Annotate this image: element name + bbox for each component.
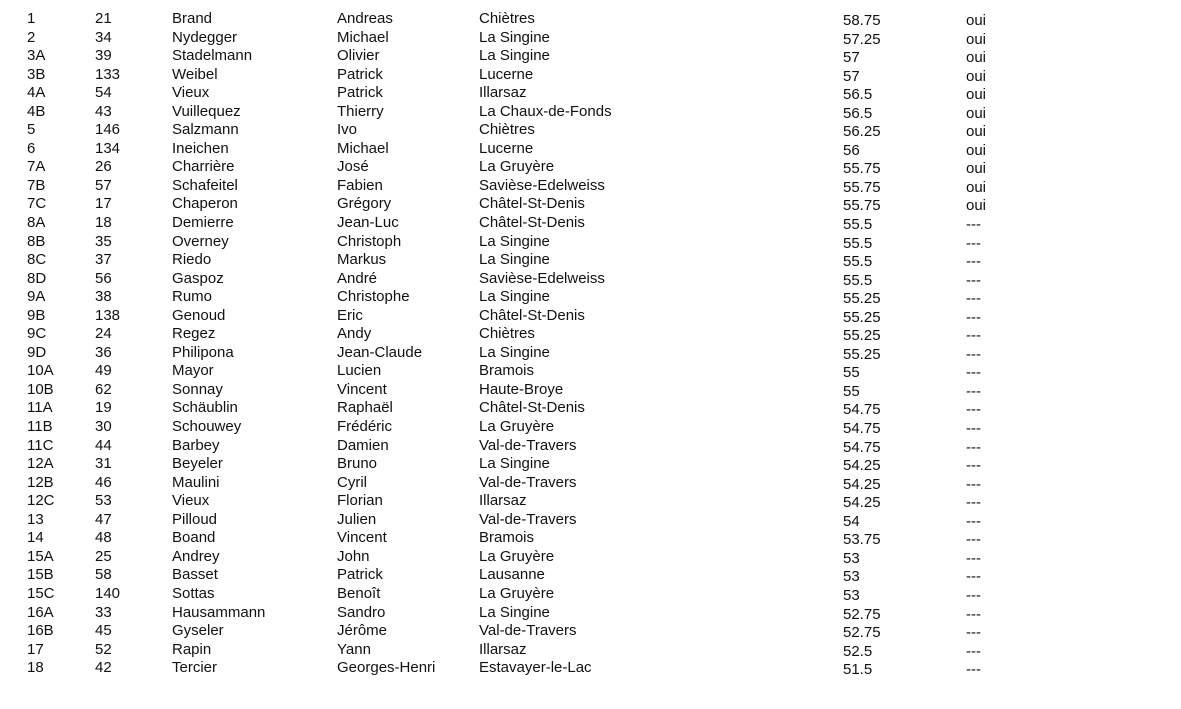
last-name-cell: Riedo [172,251,212,269]
first-name-cell: Damien [337,436,389,454]
points-cell: 55.75 [843,178,881,196]
ranking-row [0,47,1181,66]
club-cell: La Singine [479,28,550,46]
points-cell: 53 [843,549,860,567]
last-name-cell: Vieux [172,492,210,510]
first-name-cell: André [337,269,378,287]
points-cell: 52.5 [843,642,873,660]
qualified-cell: --- [966,290,981,308]
points-cell: 55.25 [843,327,881,345]
first-name-cell: Julien [337,510,377,528]
ranking-row [0,307,1181,326]
club-cell: Val-de-Travers [479,436,577,454]
last-name-cell: Rapin [172,640,212,658]
club-cell: Chiètres [479,325,535,343]
last-name-cell: Schafeitel [172,176,238,194]
points-cell: 55.5 [843,234,873,252]
club-cell: La Singine [479,251,550,269]
bib-number-cell: 133 [95,65,121,83]
first-name-cell: Benoît [337,584,381,602]
first-name-cell: Vincent [337,380,387,398]
last-name-cell: Brand [172,10,213,27]
last-name-cell: Demierre [172,214,234,232]
points-cell: 55.25 [843,290,881,308]
points-cell: 55.5 [843,271,873,289]
ranking-row [0,177,1181,196]
ranking-row [0,10,1181,29]
last-name-cell: Charrière [172,158,235,176]
club-cell: Châtel-St-Denis [479,195,585,213]
qualified-cell: --- [966,253,981,271]
first-name-cell: Andreas [337,10,393,27]
bib-number-cell: 26 [95,158,112,176]
first-name-cell: Jean-Luc [337,214,399,232]
qualified-cell: oui [966,104,987,122]
points-cell: 53.75 [843,531,881,549]
ranking-row [0,437,1181,456]
bib-number-cell: 46 [95,473,112,491]
qualified-cell: --- [966,271,981,289]
club-cell: La Gruyère [479,584,555,602]
bib-number-cell: 57 [95,176,112,194]
last-name-cell: Gaspoz [172,269,224,287]
points-cell: 54.75 [843,438,881,456]
rank-cell: 8C [27,251,47,269]
first-name-cell: Michael [337,28,389,46]
club-cell: Chiètres [479,121,535,139]
ranking-row [0,325,1181,344]
qualified-cell: oui [966,160,987,178]
rank-cell: 9A [27,288,46,306]
ranking-row [0,121,1181,140]
first-name-cell: Patrick [337,84,383,102]
rank-cell: 15A [27,547,54,565]
club-cell: La Gruyère [479,158,555,176]
ranking-row [0,251,1181,270]
first-name-cell: Florian [337,492,383,510]
points-cell: 52.75 [843,624,881,642]
club-cell: Illarsaz [479,84,527,102]
club-cell: La Chaux-de-Fonds [479,102,612,120]
qualified-cell: --- [966,531,981,549]
rank-cell: 15C [27,584,55,602]
first-name-cell: Christophe [337,288,410,306]
points-cell: 54 [843,512,860,530]
qualified-cell: oui [966,86,987,104]
bib-number-cell: 42 [95,659,112,677]
last-name-cell: Stadelmann [172,47,253,65]
rank-cell: 8D [27,269,47,287]
bib-number-cell: 37 [95,251,112,269]
last-name-cell: Overney [172,232,229,250]
bib-number-cell: 45 [95,622,112,640]
rank-cell: 16B [27,622,54,640]
qualified-cell: --- [966,661,981,679]
bib-number-cell: 24 [95,325,112,343]
bib-number-cell: 54 [95,84,112,102]
bib-number-cell: 18 [95,214,112,232]
bib-number-cell: 31 [95,455,112,473]
points-cell: 52.75 [843,605,881,623]
first-name-cell: Fabien [337,176,383,194]
points-cell: 55 [843,364,860,382]
rank-cell: 18 [27,659,44,677]
bib-number-cell: 140 [95,584,121,602]
bib-number-cell: 58 [95,566,112,584]
points-cell: 57 [843,67,860,85]
club-cell: Bramois [479,529,535,547]
last-name-cell: Sottas [172,584,215,602]
points-cell: 53 [843,568,860,586]
first-name-cell: Vincent [337,529,387,547]
club-cell: La Singine [479,455,550,473]
ranking-row [0,585,1181,604]
rank-cell: 13 [27,510,44,528]
points-cell: 54.25 [843,475,881,493]
first-name-cell: Olivier [337,47,380,65]
ranking-row [0,214,1181,233]
rank-cell: 7C [27,195,47,213]
bib-number-cell: 44 [95,436,112,454]
club-cell: Châtel-St-Denis [479,214,585,232]
bib-number-cell: 62 [95,380,112,398]
points-cell: 56.25 [843,123,881,141]
rank-cell: 12A [27,455,54,473]
ranking-row [0,103,1181,122]
club-cell: La Singine [479,47,550,65]
bib-number-cell: 48 [95,529,112,547]
last-name-cell: Vieux [172,84,210,102]
qualified-cell: oui [966,141,987,159]
ranking-row [0,195,1181,214]
rank-cell: 3B [27,65,46,83]
rank-cell: 11C [27,436,54,454]
last-name-cell: Schouwey [172,418,242,436]
ranking-row [0,29,1181,48]
first-name-cell: Jean-Claude [337,343,423,361]
first-name-cell: Bruno [337,455,378,473]
ranking-list [0,10,1181,678]
club-cell: Chiètres [479,10,535,27]
ranking-row [0,84,1181,103]
ranking-row [0,622,1181,641]
ranking-row [0,362,1181,381]
rank-cell: 16A [27,603,54,621]
rank-cell: 4A [27,84,46,102]
ranking-row [0,270,1181,289]
rank-cell: 3A [27,47,46,65]
first-name-cell: Ivo [337,121,358,139]
first-name-cell: Michael [337,139,389,157]
qualified-cell: --- [966,234,981,252]
points-cell: 54.75 [843,420,881,438]
first-name-cell: Patrick [337,65,383,83]
last-name-cell: Basset [172,566,218,584]
rank-cell: 7B [27,176,46,194]
points-cell: 54.25 [843,457,881,475]
last-name-cell: Sonnay [172,380,223,398]
ranking-row [0,604,1181,623]
bib-number-cell: 39 [95,47,112,65]
ranking-row [0,344,1181,363]
last-name-cell: Vuillequez [172,102,241,120]
ranking-row [0,492,1181,511]
rank-cell: 2 [27,28,36,46]
rank-cell: 9D [27,343,47,361]
qualified-cell: --- [966,624,981,642]
ranking-row [0,548,1181,567]
bib-number-cell: 35 [95,232,112,250]
qualified-cell: --- [966,512,981,530]
first-name-cell: Jérôme [337,622,388,640]
points-cell: 54.75 [843,401,881,419]
rank-cell: 9C [27,325,47,343]
rank-cell: 5 [27,121,36,139]
rank-cell: 11B [27,418,53,436]
qualified-cell: --- [966,216,981,234]
club-cell: Estavayer-le-Lac [479,659,592,677]
first-name-cell: Eric [337,306,363,324]
points-cell: 53 [843,586,860,604]
last-name-cell: Weibel [172,65,218,83]
bib-number-cell: 17 [95,195,112,213]
rank-cell: 11A [27,399,53,417]
ranking-row [0,233,1181,252]
bib-number-cell: 25 [95,547,112,565]
club-cell: La Singine [479,603,550,621]
bib-number-cell: 38 [95,288,112,306]
ranking-row [0,566,1181,585]
rank-cell: 4B [27,102,46,120]
points-cell: 56 [843,141,860,159]
rank-cell: 1 [27,10,36,27]
club-cell: Châtel-St-Denis [479,306,585,324]
last-name-cell: Gyseler [172,622,224,640]
first-name-cell: Thierry [337,102,384,120]
points-cell: 57 [843,49,860,67]
qualified-cell: --- [966,308,981,326]
first-name-cell: Patrick [337,566,383,584]
bib-number-cell: 43 [95,102,112,120]
first-name-cell: John [337,547,370,565]
last-name-cell: Regez [172,325,216,343]
qualified-cell: --- [966,494,981,512]
points-cell: 55 [843,382,860,400]
qualified-cell: --- [966,605,981,623]
club-cell: Haute-Broye [479,380,564,398]
club-cell: Savièse-Edelweiss [479,176,605,194]
qualified-cell: --- [966,420,981,438]
ranking-row [0,399,1181,418]
ranking-row [0,659,1181,678]
ranking-row [0,288,1181,307]
bib-number-cell: 33 [95,603,112,621]
qualified-cell: --- [966,364,981,382]
first-name-cell: José [337,158,369,176]
points-cell: 56.5 [843,104,873,122]
club-cell: La Gruyère [479,418,555,436]
ranking-row [0,66,1181,85]
bib-number-cell: 52 [95,640,112,658]
last-name-cell: Nydegger [172,28,238,46]
rank-cell: 12B [27,473,54,491]
first-name-cell: Yann [337,640,371,658]
rank-cell: 9B [27,306,46,324]
bib-number-cell: 53 [95,492,112,510]
club-cell: Bramois [479,362,535,380]
last-name-cell: Tercier [172,659,218,677]
bib-number-cell: 34 [95,28,112,46]
rank-cell: 15B [27,566,54,584]
ranking-row [0,511,1181,530]
club-cell: La Singine [479,232,550,250]
points-cell: 55.75 [843,197,881,215]
club-cell: Val-de-Travers [479,510,577,528]
qualified-cell: --- [966,568,981,586]
last-name-cell: Maulini [172,473,220,491]
rank-cell: 7A [27,158,46,176]
bib-number-cell: 47 [95,510,112,528]
club-cell: Val-de-Travers [479,622,577,640]
bib-number-cell: 21 [95,10,112,27]
bib-number-cell: 49 [95,362,112,380]
qualified-cell: --- [966,475,981,493]
bib-number-cell: 56 [95,269,112,287]
first-name-cell: Frédéric [337,418,393,436]
rank-cell: 10A [27,362,54,380]
qualified-cell: --- [966,642,981,660]
first-name-cell: Georges-Henri [337,659,436,677]
points-cell: 54.25 [843,494,881,512]
points-cell: 57.25 [843,30,881,48]
first-name-cell: Markus [337,251,387,269]
last-name-cell: Beyeler [172,455,223,473]
club-cell: Lucerne [479,139,534,157]
last-name-cell: Pilloud [172,510,218,528]
last-name-cell: Chaperon [172,195,238,213]
first-name-cell: Grégory [337,195,392,213]
last-name-cell: Andrey [172,547,220,565]
first-name-cell: Christoph [337,232,402,250]
club-cell: Illarsaz [479,640,527,658]
last-name-cell: Ineichen [172,139,229,157]
rank-cell: 17 [27,640,44,658]
rank-cell: 6 [27,139,36,157]
qualified-cell: --- [966,457,981,475]
points-cell: 55.25 [843,345,881,363]
bib-number-cell: 134 [95,139,121,157]
rank-cell: 14 [27,529,44,547]
qualified-cell: oui [966,178,987,196]
rank-cell: 10B [27,380,54,398]
qualified-cell: --- [966,382,981,400]
qualified-cell: --- [966,345,981,363]
ranking-row [0,158,1181,177]
rank-cell: 12C [27,492,55,510]
ranking-row [0,381,1181,400]
first-name-cell: Sandro [337,603,386,621]
first-name-cell: Raphaël [337,399,393,417]
ranking-row [0,474,1181,493]
ranking-row [0,455,1181,474]
club-cell: Savièse-Edelweiss [479,269,605,287]
points-cell: 55.75 [843,160,881,178]
rank-cell: 8A [27,214,46,232]
ranking-row [0,529,1181,548]
qualified-cell: --- [966,401,981,419]
bib-number-cell: 146 [95,121,121,139]
points-cell: 58.75 [843,12,881,29]
club-cell: La Singine [479,288,550,306]
points-cell: 56.5 [843,86,873,104]
last-name-cell: Schäublin [172,399,238,417]
last-name-cell: Hausammann [172,603,266,621]
points-cell: 55.25 [843,308,881,326]
first-name-cell: Cyril [337,473,367,491]
club-cell: Illarsaz [479,492,527,510]
qualified-cell: --- [966,438,981,456]
points-cell: 55.5 [843,216,873,234]
first-name-cell: Lucien [337,362,382,380]
club-cell: La Gruyère [479,547,555,565]
last-name-cell: Genoud [172,306,226,324]
club-cell: Châtel-St-Denis [479,399,585,417]
club-cell: Lucerne [479,65,534,83]
last-name-cell: Salzmann [172,121,239,139]
club-cell: La Singine [479,343,550,361]
bib-number-cell: 138 [95,306,121,324]
bib-number-cell: 36 [95,343,112,361]
ranking-row [0,140,1181,159]
club-cell: Val-de-Travers [479,473,577,491]
ranking-row [0,641,1181,660]
points-cell: 51.5 [843,661,873,679]
last-name-cell: Philipona [172,343,234,361]
qualified-cell: --- [966,549,981,567]
points-cell: 55.5 [843,253,873,271]
last-name-cell: Boand [172,529,216,547]
last-name-cell: Rumo [172,288,213,306]
club-cell: Lausanne [479,566,545,584]
ranking-row [0,418,1181,437]
qualified-cell: oui [966,49,987,67]
last-name-cell: Barbey [172,436,220,454]
first-name-cell: Andy [337,325,372,343]
last-name-cell: Mayor [172,362,214,380]
qualified-cell: oui [966,197,987,215]
qualified-cell: oui [966,123,987,141]
qualified-cell: oui [966,30,987,48]
qualified-cell: --- [966,586,981,604]
bib-number-cell: 19 [95,399,112,417]
qualified-cell: oui [966,12,987,29]
qualified-cell: --- [966,327,981,345]
bib-number-cell: 30 [95,418,112,436]
qualified-cell: oui [966,67,987,85]
rank-cell: 8B [27,232,46,250]
